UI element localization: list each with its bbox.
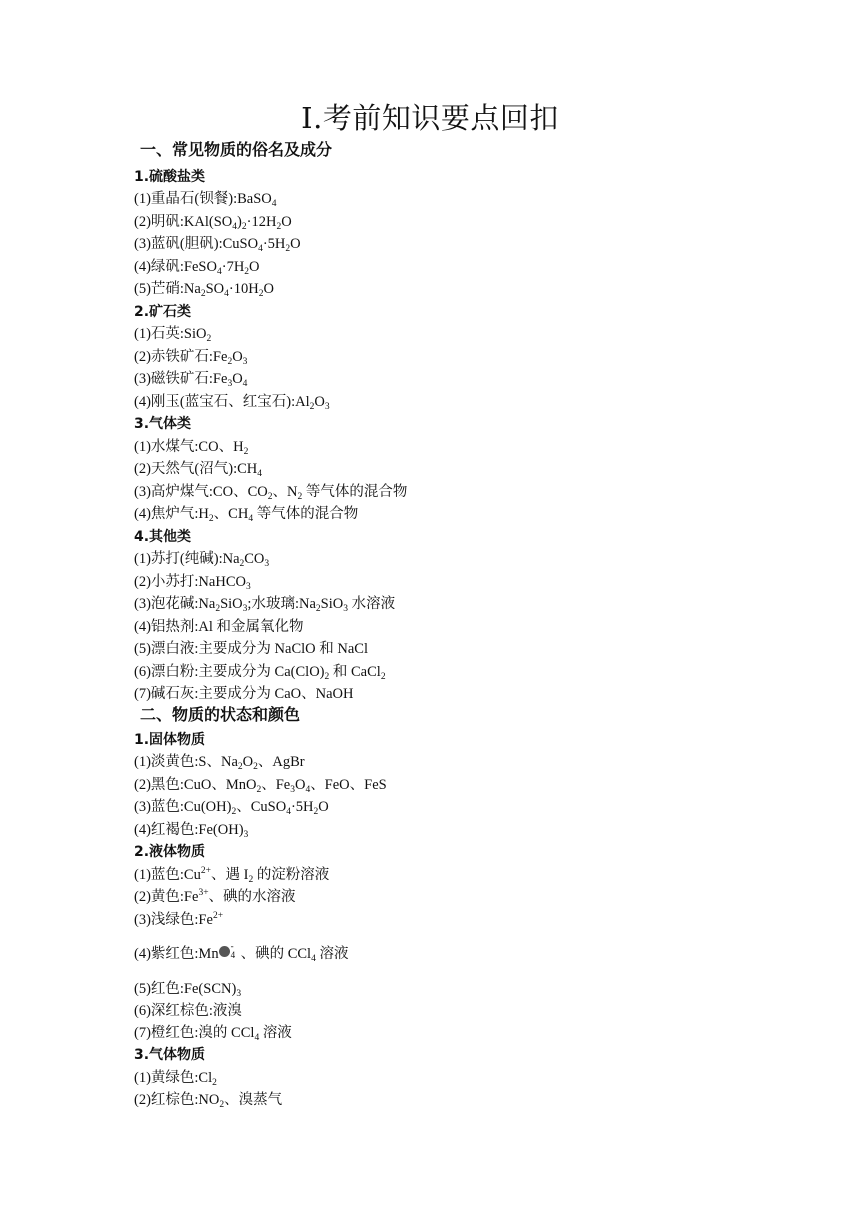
text-run: (3)泡花碱:Na: [134, 596, 216, 612]
subsection-heading: [134, 167, 205, 187]
list-item: [134, 279, 274, 299]
text-run: SiO: [320, 596, 344, 612]
text-run: ·12H: [246, 214, 277, 230]
list-item: [134, 617, 304, 637]
subscript: 2: [258, 289, 264, 299]
text-run: ): [237, 214, 242, 230]
subscript: 2: [227, 357, 233, 367]
text-run: ;水玻璃:Na: [247, 596, 316, 612]
text-run: 水溶液: [347, 596, 396, 612]
section-heading: [140, 140, 332, 160]
list-item: [134, 752, 305, 772]
text-run: O: [242, 754, 254, 770]
list-item: [134, 941, 349, 964]
text-run: (4)刚玉(蓝宝石、红宝石):Al: [134, 394, 310, 410]
text-run: (1)淡黄色:S、Na: [134, 754, 238, 770]
text-run: (2)黄色:Fe: [134, 889, 199, 905]
text-run: O: [232, 371, 243, 387]
subscript: 2: [253, 762, 258, 772]
subscript: 2: [208, 514, 214, 524]
subscript: 3: [245, 582, 251, 592]
oxygen-glyph-icon: [219, 946, 230, 957]
text-run: (4)红褐色:Fe(OH): [134, 822, 244, 838]
text-run: 2.矿石类: [134, 304, 192, 320]
text-run: 4.其他类: [134, 529, 192, 545]
list-item: [134, 1068, 217, 1088]
text-run: (5)红色:Fe(SCN): [134, 981, 237, 997]
subscript: 2: [380, 672, 386, 682]
subscript: 2: [219, 1100, 225, 1110]
text-run: 溶液: [315, 946, 349, 962]
list-item: [134, 887, 296, 907]
superscript: 2+: [212, 911, 224, 921]
text-run: (3)蓝矾(胆矾):CuSO: [134, 236, 259, 252]
list-item: [134, 1001, 242, 1021]
list-item: [134, 572, 251, 592]
list-item: [134, 392, 330, 412]
subscript: 2: [248, 875, 254, 885]
text-run: 、碘的 CCl: [240, 946, 312, 962]
text-run: (5)芒硝:Na: [134, 281, 201, 297]
subscript: 2: [231, 807, 237, 817]
text-run: (2)小苏打:NaHCO: [134, 574, 246, 590]
text-run: (2)明矾:KAl(SO: [134, 214, 233, 230]
subscript: 4: [248, 514, 254, 524]
subscript: 2: [243, 447, 249, 457]
subscript: 4: [232, 222, 238, 232]
subscript: 4: [230, 950, 236, 960]
text-run: (4)铝热剂:Al 和金属氧化物: [134, 619, 304, 635]
section-heading: [140, 705, 300, 725]
list-item: [134, 212, 292, 232]
subscript: 3: [264, 559, 270, 569]
text-run: SO: [205, 281, 225, 297]
subscript: 2: [212, 1078, 217, 1088]
subscript: 3: [324, 402, 330, 412]
subsection-heading: [134, 414, 191, 434]
text-run: 1.硫酸盐类: [134, 169, 206, 185]
minus-charge: -: [230, 941, 234, 951]
subsection-heading: [134, 527, 191, 547]
text-run: ·7H: [221, 259, 245, 275]
subscript: 2: [285, 244, 291, 254]
list-item: [134, 639, 368, 659]
subsection-heading: [134, 842, 205, 862]
text-run: (7)橙红色:溴的 CCl: [134, 1025, 255, 1041]
list-item: [134, 662, 386, 682]
subscript: 2: [215, 604, 221, 614]
text-run: 1.固体物质: [134, 732, 206, 748]
list-item: [134, 910, 223, 930]
page-title: Ⅰ.考前知识要点回扣: [301, 101, 559, 135]
subscript: 2: [309, 402, 315, 412]
text-run: O: [290, 236, 301, 252]
list-item: [134, 437, 248, 457]
subscript: 2: [315, 604, 321, 614]
text-run: 一、常见物质的俗名及成分: [140, 140, 333, 159]
text-run: (1)石英:SiO: [134, 326, 207, 342]
text-run: (5)漂白液:主要成分为 NaClO 和 NaCl: [134, 641, 368, 657]
text-run: O: [263, 281, 274, 297]
subscript: 2: [239, 559, 245, 569]
text-run: O: [281, 214, 292, 230]
text-run: 、AgBr: [257, 754, 305, 770]
subscript: 4: [216, 267, 222, 277]
text-run: (4)焦炉气:H: [134, 506, 209, 522]
list-item: [134, 797, 329, 817]
text-run: (1)水煤气:CO、H: [134, 439, 244, 455]
list-item: [134, 257, 260, 277]
subscript: 3: [227, 379, 233, 389]
text-run: SiO: [220, 596, 243, 612]
subscript: 3: [242, 357, 248, 367]
text-run: (3)浅绿色:Fe: [134, 912, 213, 928]
subscript: 2: [276, 222, 282, 232]
text-run: (3)蓝色:Cu(OH): [134, 799, 232, 815]
text-run: CO: [244, 551, 265, 567]
text-run: (4)紫红色:Mn: [134, 946, 219, 962]
subsection-heading: [134, 302, 191, 322]
text-run: 、CuSO: [236, 799, 287, 815]
subscript: 4: [286, 807, 291, 817]
subscript: 4: [242, 379, 248, 389]
subscript: 2: [313, 807, 319, 817]
subscript: 4: [257, 469, 262, 479]
subscript: 2: [237, 762, 243, 772]
text-run: (1)重晶石(钡餐):BaSO: [134, 191, 272, 207]
subscript: 2: [267, 492, 273, 502]
subscript: 3: [236, 989, 242, 999]
text-run: O: [318, 799, 329, 815]
subscript: 4: [258, 244, 263, 254]
text-run: (1)苏打(纯碱):Na: [134, 551, 240, 567]
subscript: 2: [200, 289, 206, 299]
permanganate-ion-glyph: [219, 941, 241, 961]
text-run: 3.气体类: [134, 416, 192, 432]
text-run: (1)黄绿色:Cl: [134, 1070, 213, 1086]
text-run: (7)碱石灰:主要成分为 CaO、NaOH: [134, 686, 354, 702]
list-item: [134, 549, 269, 569]
list-item: [134, 775, 387, 795]
text-run: O: [249, 259, 260, 275]
text-run: ·10H: [228, 281, 259, 297]
text-run: (4)绿矾:FeSO: [134, 259, 217, 275]
list-item: [134, 865, 329, 885]
text-run: ·5H: [262, 236, 286, 252]
list-item: [134, 979, 241, 999]
text-run: 等气体的混合物: [302, 484, 408, 500]
list-item: [134, 324, 211, 344]
text-run: (3)磁铁矿石:Fe: [134, 371, 228, 387]
subscript: 2: [256, 785, 262, 795]
subscript: 4: [224, 289, 229, 299]
subscript: 3: [343, 604, 348, 614]
superscript: 3+: [198, 888, 209, 898]
text-run: 、N: [272, 484, 298, 500]
subscript: 3: [290, 785, 295, 795]
text-run: (6)深红棕色:液溴: [134, 1003, 242, 1019]
text-run: O: [232, 349, 243, 365]
text-run: (2)天然气(沼气):CH: [134, 461, 258, 477]
text-run: O: [314, 394, 325, 410]
text-run: (3)高炉煤气:CO、CO: [134, 484, 268, 500]
text-run: (2)红棕色:NO: [134, 1092, 220, 1108]
list-item: [134, 504, 358, 524]
text-run: 、CH: [213, 506, 249, 522]
subscript: 3: [242, 604, 248, 614]
list-item: [134, 1023, 292, 1043]
text-run: (2)赤铁矿石:Fe: [134, 349, 228, 365]
text-run: (2)黑色:CuO、MnO: [134, 777, 257, 793]
text-run: (6)漂白粉:主要成分为 Ca(ClO): [134, 664, 325, 680]
subsection-heading: [134, 1045, 205, 1065]
subscript: 3: [243, 830, 249, 840]
text-run: 、遇 I: [210, 867, 249, 883]
text-run: 的淀粉溶液: [253, 867, 330, 883]
text-run: 、FeO、FeS: [310, 777, 387, 793]
subscript: 2: [206, 334, 212, 344]
list-item: [134, 459, 262, 479]
subscript: 2: [324, 672, 330, 682]
text-run: 3.气体物质: [134, 1047, 206, 1063]
text-run: O: [294, 777, 306, 793]
superscript: 2+: [200, 866, 211, 876]
subscript: 4: [305, 785, 311, 795]
list-item: [134, 347, 247, 367]
subscript: 4: [254, 1033, 260, 1043]
subscript: 4: [311, 954, 316, 964]
list-item: [134, 369, 247, 389]
list-item: [134, 820, 248, 840]
text-run: 、溴蒸气: [224, 1092, 283, 1108]
subscript: 2: [297, 492, 303, 502]
text-run: ·5H: [290, 799, 314, 815]
list-item: [134, 234, 301, 254]
list-item: [134, 594, 395, 614]
list-item: [134, 189, 277, 209]
list-item: [134, 482, 407, 502]
text-run: 2.液体物质: [134, 844, 206, 860]
list-item: [134, 1090, 282, 1110]
subscript: 4: [271, 199, 277, 209]
text-run: 和 CaCl: [329, 664, 381, 680]
text-run: 等气体的混合物: [253, 506, 359, 522]
text-run: (1)蓝色:Cu: [134, 867, 201, 883]
text-run: 、Fe: [261, 777, 291, 793]
text-run: 溶液: [259, 1025, 292, 1041]
subsection-heading: [134, 730, 205, 750]
subscript: 2: [241, 222, 247, 232]
subscript: 2: [244, 267, 250, 277]
text-run: 二、物质的状态和颜色: [140, 705, 301, 724]
text-run: 、碘的水溶液: [208, 889, 296, 905]
list-item: [134, 684, 354, 704]
